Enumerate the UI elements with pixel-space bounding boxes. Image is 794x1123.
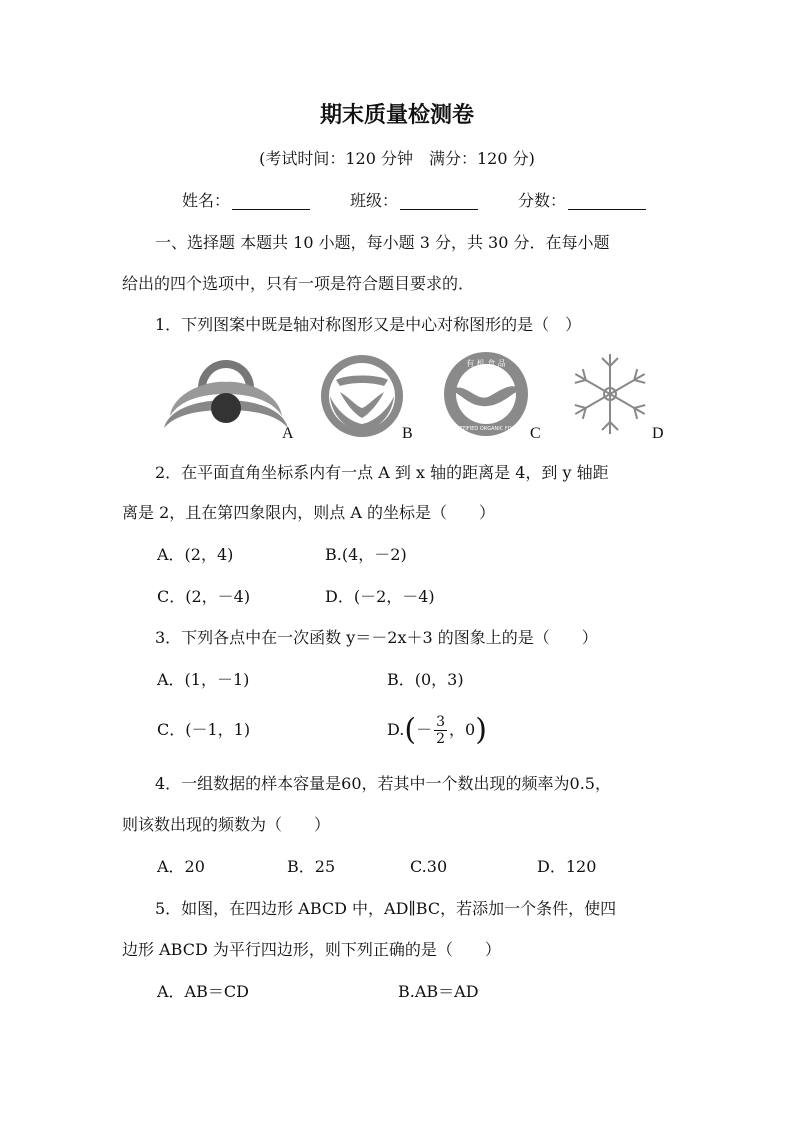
q2-line2: 离是 2，且在第四象限内，则点 A 的坐标是（ ） (122, 503, 495, 522)
q3-option-a[interactable]: A．(1，－1) (157, 670, 250, 689)
fraction (434, 714, 447, 747)
q3-option-c[interactable]: C．(－1，1) (157, 720, 251, 739)
page-title: 期末质量检测卷 (319, 102, 474, 128)
q4-line1: 4．一组数据的样本容量是60，若其中一个数出现的频率为0.5， (155, 774, 611, 793)
logo-c-top-text: 有 机 食 品 (466, 359, 506, 368)
name-field-row (182, 190, 310, 212)
score-field-row (518, 190, 646, 212)
q2-option-b[interactable]: B.(4，－2) (325, 545, 407, 564)
name-blank[interactable] (232, 191, 310, 210)
exam-subtitle: (考试时间：120 分钟 满分：120 分) (259, 149, 535, 168)
class-blank[interactable] (400, 191, 478, 210)
score-label: 分数： (518, 191, 567, 210)
q2-option-a[interactable]: A．(2，4) (157, 545, 234, 564)
right-paren: ) (475, 712, 487, 748)
logo-c-bottom-text: CERTIFIED ORGANIC FOOD (452, 426, 520, 432)
q4-option-d[interactable]: D．120 (537, 857, 597, 876)
section1-line1: 一、选择题 本题共 10 小题，每小题 3 分，共 30 分．在每小题 (155, 233, 610, 252)
figure-d-snowflake-icon (571, 354, 648, 434)
q3-text: 3．下列各点中在一次函数 y＝－2x＋3 的图象上的是（ ） (155, 628, 598, 647)
class-label: 班级： (350, 191, 399, 210)
class-field-row (350, 190, 478, 212)
figure-b-label: B (402, 425, 413, 442)
q2-option-c[interactable]: C．(2，－4) (157, 587, 251, 606)
figure-a-label: A (282, 425, 294, 442)
score-blank[interactable] (568, 191, 646, 210)
fraction-denominator: 2 (436, 731, 445, 747)
q2-line1: 2．在平面直角坐标系内有一点 A 到 x 轴的距离是 4，到 y 轴距 (155, 463, 609, 482)
q5-option-a[interactable]: A．AB＝CD (157, 982, 249, 1001)
q5-line1: 5．如图，在四边形 ABCD 中，AD∥BC，若添加一个条件，使四 (155, 899, 617, 918)
left-paren: ( (404, 712, 417, 748)
figure-b-icon (321, 355, 403, 437)
q4-option-b[interactable]: B．25 (287, 857, 336, 876)
q3-option-d-minus: － (416, 720, 433, 739)
figure-d-label: D (652, 425, 664, 442)
q3-option-d-prefix: D. (387, 720, 405, 739)
section1-line2: 给出的四个选项中，只有一项是符合题目要求的． (122, 274, 475, 293)
figure-a-icon (164, 360, 288, 428)
q5-line2: 边形 ABCD 为平行四边形，则下列正确的是（ ） (122, 940, 501, 959)
q4-option-a[interactable]: A．20 (157, 857, 205, 876)
q4-line2: 则该数出现的频数为（ ） (122, 815, 331, 834)
q5-option-b[interactable]: B.AB＝AD (398, 982, 479, 1001)
q3-option-b[interactable]: B．(0，3) (387, 670, 464, 689)
figure-c-icon (444, 352, 528, 436)
q4-option-c[interactable]: C.30 (410, 857, 448, 876)
name-label: 姓名： (182, 191, 231, 210)
q3-option-d-rest: ，0 (449, 720, 476, 739)
q2-option-d[interactable]: D．(－2，－4) (325, 587, 435, 606)
q1-figures (160, 352, 680, 444)
figure-c-label: C (530, 425, 541, 442)
q1-text: 1．下列图案中既是轴对称图形又是中心对称图形的是（ ） (155, 315, 582, 334)
q3-option-d[interactable] (387, 706, 487, 754)
fraction-numerator: 3 (436, 714, 445, 730)
